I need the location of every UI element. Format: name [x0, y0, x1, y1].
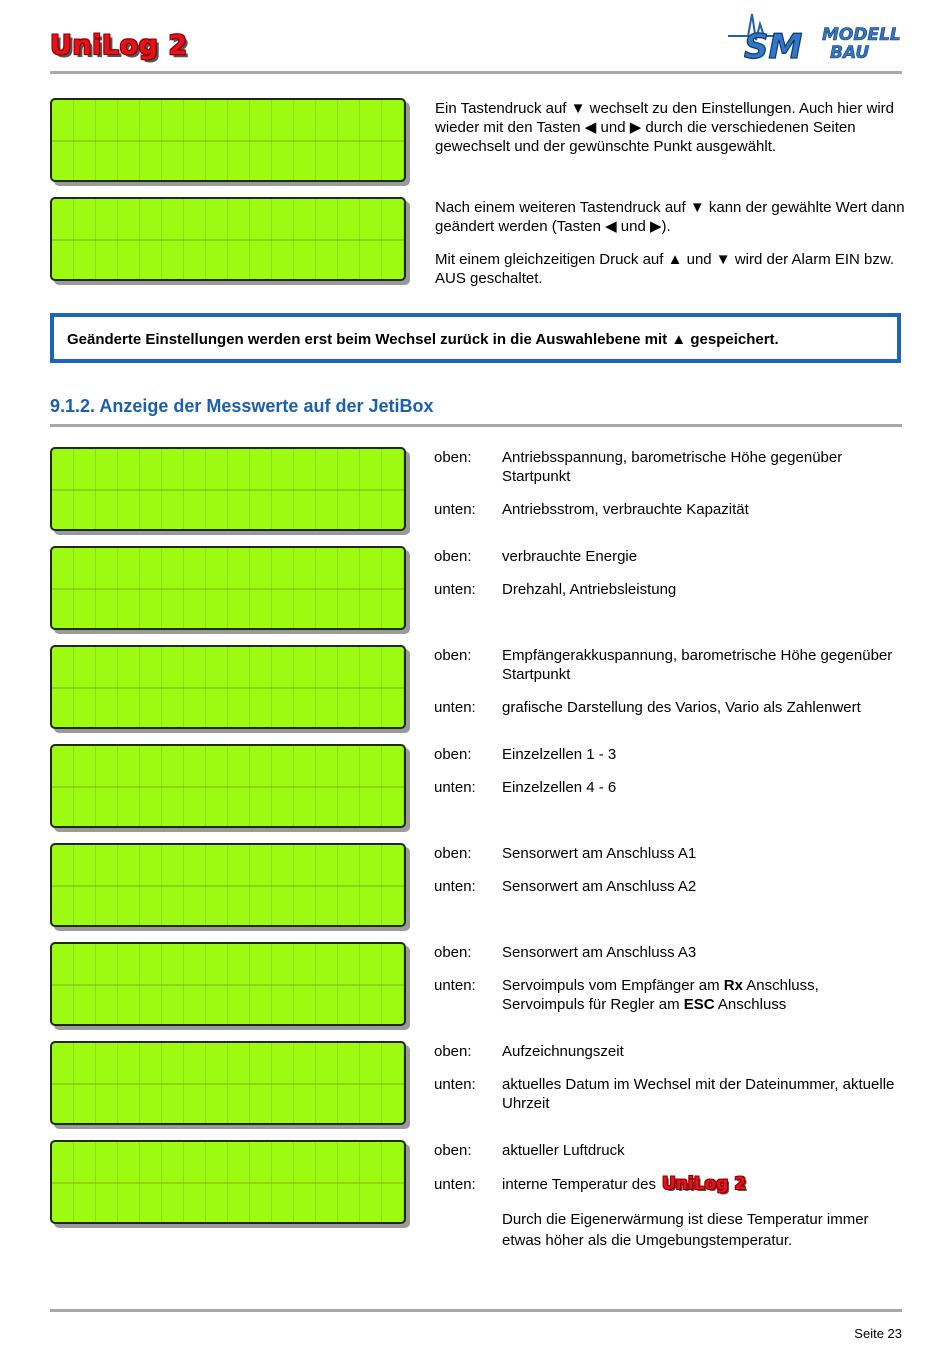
label-unten: unten:: [434, 501, 476, 518]
lcd-screen-e: [50, 843, 406, 927]
description: Sensorwert am Anschluss A1: [502, 845, 697, 862]
sm-letters: SM: [744, 27, 803, 66]
intro-paragraph-1: Ein Tastendruck auf ▼ wechselt zu den Einstellungen. Auch hier wird wieder mit den Tasten ◀ und ▶ durch die verschiedenen Seiten gewechselt und der gewünschte Punkt ausgewählt.: [435, 100, 894, 155]
intro-paragraph-2: Nach einem weiteren Tastendruck auf ▼ kann der gewählte Wert dann geändert werden (Tasten ◀ und ▶).: [435, 199, 905, 235]
logo-bau-text: BAU: [830, 43, 870, 63]
description: Antriebsstrom, verbrauchte Kapazität: [502, 501, 749, 518]
label-unten: unten:: [434, 1176, 476, 1193]
description: Antriebsspannung, barometrische Höhe gegenüber Startpunkt: [502, 449, 843, 485]
lcd-screen-f: [50, 942, 406, 1026]
lcd-screen-b: [50, 546, 406, 630]
description: Empfängerakkuspannung, barometrische Höhe gegenüber Startpunkt: [502, 647, 893, 683]
label-oben: oben:: [434, 548, 472, 565]
label-unten: unten:: [434, 1076, 476, 1093]
lcd-screen-d: [50, 744, 406, 828]
unilog-inline-logo: UniLog 2: [661, 1174, 747, 1194]
description: aktuelles Datum im Wechsel mit der Dateinummer, aktuelle Uhrzeit: [502, 1076, 895, 1112]
description: aktueller Luftdruck: [502, 1142, 625, 1159]
intro-paragraph-3: Mit einem gleichzeitigen Druck auf ▲ und ▼ wird der Alarm EIN bzw. AUS geschaltet.: [435, 251, 895, 287]
footer-divider: [50, 1309, 902, 1312]
label-unten: unten:: [434, 699, 476, 716]
note-text: Geänderte Einstellungen werden erst beim Wechsel zurück in die Auswahlebene mit ▲ gespeichert.: [67, 331, 779, 348]
label-oben: oben:: [434, 1043, 472, 1060]
description: grafische Darstellung des Varios, Vario als Zahlenwert: [502, 699, 861, 716]
sm-modellbau-logo: [726, 10, 902, 66]
label-oben: oben:: [434, 845, 472, 862]
label-oben: oben:: [434, 944, 472, 961]
note-box: [50, 313, 901, 363]
label-unten: unten:: [434, 779, 476, 796]
label-oben: oben:: [434, 1142, 472, 1159]
description: Servoimpuls vom Empfänger am Rx Anschluss, Servoimpuls für Regler am ESC Anschluss: [502, 977, 819, 1013]
description: Einzelzellen 1 - 3: [502, 746, 617, 763]
lcd-screen-h: [50, 1140, 406, 1224]
label-unten: unten:: [434, 878, 476, 895]
section-divider: [50, 424, 902, 427]
lcd-screen-c: [50, 645, 406, 729]
label-unten: unten:: [434, 977, 476, 994]
unilog-logo: UniLog 2: [50, 30, 188, 61]
description: verbrauchte Energie: [502, 548, 638, 565]
lcd-screen-g: [50, 1041, 406, 1125]
label-unten: unten:: [434, 581, 476, 598]
lcd-strom-alarm-aus: [50, 98, 406, 182]
description: Sensorwert am Anschluss A2: [502, 878, 697, 895]
description: Drehzahl, Antriebsleistung: [502, 581, 677, 598]
label-oben: oben:: [434, 449, 472, 466]
description: Sensorwert am Anschluss A3: [502, 944, 697, 961]
description: Einzelzellen 4 - 6: [502, 779, 617, 796]
label-oben: oben:: [434, 746, 472, 763]
logo-modell-text: MODELL: [822, 25, 901, 45]
description: Durch die Eigenerwärmung ist diese Temperatur immer etwas höher als die Umgebungstemperatur.: [502, 1211, 869, 1249]
lcd-screen-a: [50, 447, 406, 531]
page-number: Seite 23: [854, 1326, 902, 1341]
description: Aufzeichnungszeit: [502, 1043, 624, 1060]
label-oben: oben:: [434, 647, 472, 664]
header-divider: [50, 71, 902, 74]
section-heading: 9.1.2. Anzeige der Messwerte auf der JetiBox: [50, 396, 434, 416]
description: interne Temperatur des UniLog 2: [502, 1174, 747, 1194]
lcd-strom-alarm-ein: [50, 197, 406, 281]
